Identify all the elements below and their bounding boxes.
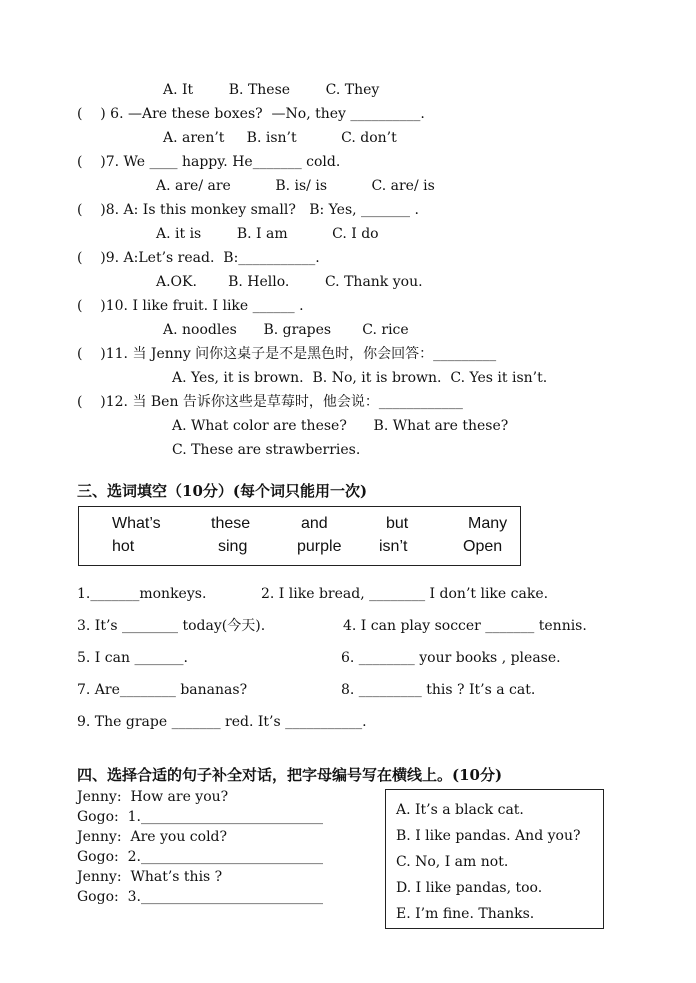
q8-options: A. it is B. I am C. I do <box>156 226 379 242</box>
word-bank-item: Open <box>463 538 503 555</box>
option-b: B. I like pandas. And you? <box>396 828 581 844</box>
q5-options: A. It B. These C. They <box>163 82 380 98</box>
fill-blank-5: 5. I can _______. <box>77 650 188 666</box>
fill-blank-3: 3. It’s ________ today(今天). <box>77 618 266 634</box>
fill-blank-1: 1._______monkeys. <box>77 586 207 602</box>
section4-title: 四、选择合适的句子补全对话，把字母编号写在横线上。(10分) <box>77 766 503 784</box>
dialog-line: Jenny: What’s this ? <box>77 869 223 885</box>
q9: ( )9. A:Let’s read. B:___________. <box>77 250 320 266</box>
option-e: E. I’m fine. Thanks. <box>396 906 535 922</box>
q7-options: A. are/ are B. is/ is C. are/ is <box>156 178 435 194</box>
word-bank-item: hot <box>112 538 135 555</box>
options-box <box>385 789 604 929</box>
word-bank-item: sing <box>218 538 248 555</box>
q12: ( )12. 当 Ben 告诉你这些是草莓时，他会说：____________ <box>77 394 463 410</box>
fill-blank-8: 8. _________ this ? It’s a cat. <box>341 682 536 698</box>
fill-blank-9: 9. The grape _______ red. It’s ___________. <box>77 714 367 730</box>
dialog-line: Jenny: Are you cold? <box>77 829 228 845</box>
q8: ( )8. A: Is this monkey small? B: Yes, _______ . <box>77 202 419 218</box>
q6: ( ) 6. —Are these boxes? —No, they __________. <box>77 106 425 122</box>
fill-blank-2: 2. I like bread, ________ I don’t like cake. <box>261 586 549 602</box>
q10: ( )10. I like fruit. I like ______ . <box>77 298 304 314</box>
word-bank-item: and <box>301 515 328 532</box>
option-d: D. I like pandas, too. <box>396 880 543 896</box>
dialog-line: Gogo: 2.__________________________ <box>77 849 323 865</box>
q11: ( )11. 当 Jenny 问你这桌子是不是黑色时，你会回答：_________ <box>77 346 497 362</box>
word-bank-item: but <box>386 515 409 532</box>
word-bank-item: purple <box>297 538 342 555</box>
word-bank-item: isn’t <box>379 538 408 555</box>
dialog-line: Jenny: How are you? <box>77 789 229 805</box>
fill-blank-4: 4. I can play soccer _______ tennis. <box>343 618 587 634</box>
q6-options: A. aren’t B. isn’t C. don’t <box>163 130 397 146</box>
option-c: C. No, I am not. <box>396 854 509 870</box>
q12-options-ab: A. What color are these? B. What are these? <box>172 418 509 434</box>
q10-options: A. noodles B. grapes C. rice <box>163 322 409 338</box>
q9-options: A.OK. B. Hello. C. Thank you. <box>156 274 423 290</box>
fill-blank-6: 6. ________ your books , please. <box>341 650 561 666</box>
q11-options: A. Yes, it is brown. B. No, it is brown. C. Yes it isn’t. <box>172 370 548 386</box>
option-a: A. It’s a black cat. <box>396 802 524 818</box>
dialog-line: Gogo: 3.__________________________ <box>77 889 323 905</box>
word-bank-item: Many <box>468 515 508 532</box>
q12-option-c: C. These are strawberries. <box>172 442 361 458</box>
word-bank-item: What’s <box>112 515 161 532</box>
dialog-line: Gogo: 1.__________________________ <box>77 809 323 825</box>
word-bank-item: these <box>211 515 251 532</box>
fill-blank-7: 7. Are________ bananas? <box>77 682 248 698</box>
q7: ( )7. We ____ happy. He_______ cold. <box>77 154 341 170</box>
section3-title: 三、选词填空（10分）(每个词只能用一次) <box>77 482 368 500</box>
word-bank-box <box>78 506 521 566</box>
